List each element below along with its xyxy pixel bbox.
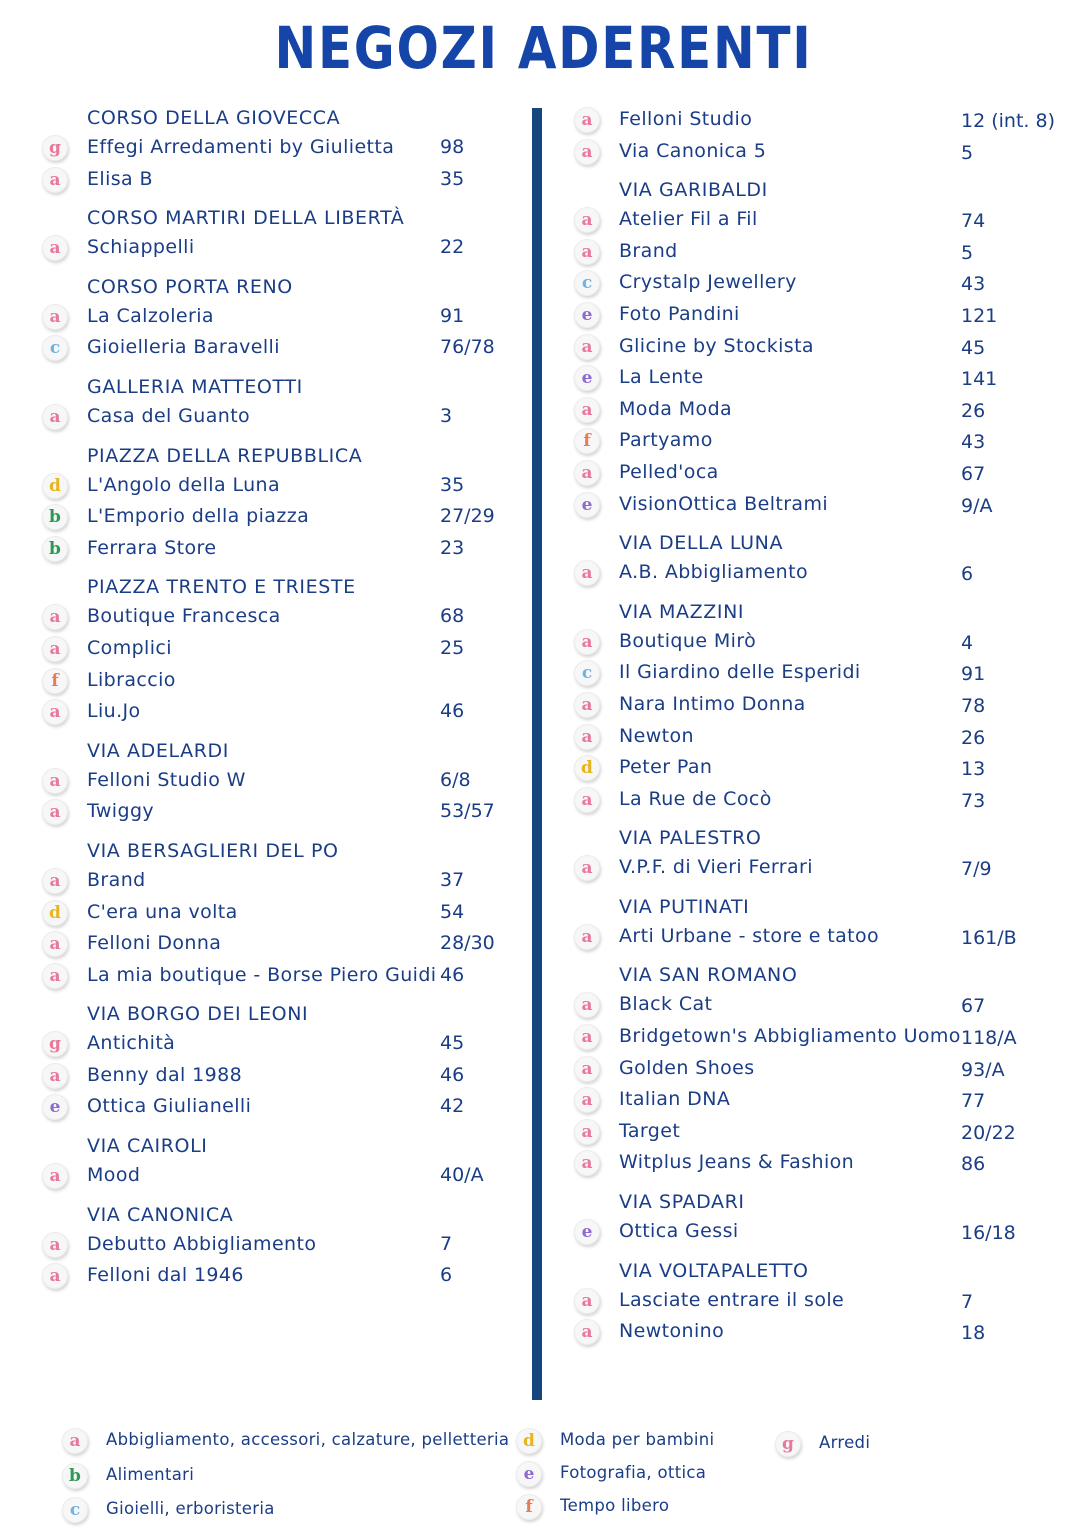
shop-row (574, 1053, 1074, 1085)
street-number: 76/78 (440, 336, 495, 359)
shop-name: La Lente (619, 366, 704, 389)
category-a-icon: a (42, 167, 68, 193)
category-a-icon: a (574, 629, 600, 655)
category-a-icon: a (574, 992, 600, 1018)
shop-row (42, 1091, 512, 1123)
street-number: 68 (440, 605, 465, 628)
street-number: 93/A (961, 1058, 1005, 1081)
shop-row (574, 657, 1074, 689)
shop-row (574, 689, 1074, 721)
shop-row (42, 897, 512, 929)
shop-row (574, 1316, 1074, 1348)
street-section (574, 893, 1074, 953)
category-a-icon: a (574, 1288, 600, 1314)
shop-name: Debutto Abbigliamento (87, 1232, 317, 1255)
shop-row (574, 721, 1074, 753)
street-section (574, 824, 1074, 884)
street-section (42, 1201, 512, 1292)
category-a-icon: a (42, 1232, 68, 1258)
street-number: 6/8 (440, 768, 471, 791)
shop-name: C'era una volta (87, 900, 238, 923)
category-a-icon: a (574, 107, 600, 133)
street-heading: CORSO MARTIRI DELLA LIBERTÀ (87, 207, 405, 230)
street-number: 3 (440, 404, 453, 427)
street-number: 5 (961, 141, 974, 164)
street-section (42, 1132, 512, 1192)
page-title: NEGOZI ADERENTI (274, 14, 813, 82)
street-section (574, 598, 1074, 816)
street-number: 46 (440, 1063, 465, 1086)
shop-row (574, 136, 1074, 168)
street-number: 18 (961, 1322, 986, 1345)
street-heading: VIA BERSAGLIERI DEL PO (87, 839, 339, 862)
street-number: 35 (440, 473, 465, 496)
shop-name: La Rue de Cocò (619, 787, 772, 810)
shop-name: Arti Urbane - store e tatoo (619, 924, 880, 947)
shop-name: Felloni Donna (87, 932, 222, 955)
category-a-icon: a (574, 334, 600, 360)
street-section (42, 273, 512, 364)
street-heading: VIA MAZZINI (619, 600, 745, 623)
category-a-icon: a (42, 1163, 68, 1189)
street-number: 45 (440, 1032, 465, 1055)
shop-name: Felloni dal 1946 (87, 1264, 244, 1287)
shop-name: Nara Intimo Donna (619, 692, 806, 715)
category-c-icon: c (42, 335, 68, 361)
shop-row (42, 665, 512, 697)
shop-name: Felloni Studio W (87, 768, 246, 791)
shop-name: Black Cat (619, 993, 713, 1016)
shop-row (42, 232, 512, 264)
street-number: 13 (961, 758, 986, 781)
category-e-icon: e (574, 365, 600, 391)
shop-name: Target (619, 1119, 681, 1142)
shop-row (42, 332, 512, 364)
street-number: 28/30 (440, 932, 495, 955)
street-number: 86 (961, 1153, 986, 1176)
legend-label: Arredi (819, 1433, 871, 1452)
shop-name: Boutique Francesca (87, 605, 281, 628)
street-number: 12 (int. 8) (961, 110, 1055, 132)
category-e-icon: e (574, 1219, 600, 1245)
shop-name: Crystalp Jewellery (619, 271, 797, 294)
shop-name: Schiappelli (87, 236, 195, 259)
shop-name: Benny dal 1988 (87, 1063, 243, 1086)
shop-row (42, 470, 512, 502)
shop-row (574, 1285, 1074, 1317)
street-number: 26 (961, 726, 986, 749)
category-a-icon: a (42, 963, 68, 989)
street-number: 161/B (961, 926, 1017, 949)
street-number: 98 (440, 136, 465, 158)
shop-name: Ferrara Store (87, 536, 217, 559)
street-number: 9/A (961, 494, 993, 517)
street-number: 7/9 (961, 858, 992, 881)
category-a-icon: a (574, 1119, 600, 1145)
category-a-icon: a (574, 1150, 600, 1176)
shop-row (42, 164, 512, 196)
street-heading: VIA PUTINATI (619, 895, 750, 918)
street-number: 7 (440, 1232, 453, 1255)
street-number: 35 (440, 167, 465, 190)
legend-label: Moda per bambini (560, 1430, 715, 1449)
shop-row (574, 457, 1074, 489)
street-number: 91 (440, 304, 465, 327)
shop-name: Ottica Gessi (619, 1220, 739, 1243)
street-section (42, 737, 512, 828)
shop-row (42, 1160, 512, 1192)
street-heading: VIA CAIROLI (87, 1135, 208, 1158)
street-number: 42 (440, 1095, 465, 1118)
street-number: 4 (961, 631, 974, 654)
category-f-icon: f (574, 428, 600, 454)
street-number: 74 (961, 210, 986, 233)
category-a-icon: a (574, 924, 600, 950)
street-section (42, 837, 512, 991)
street-number: 77 (961, 1090, 986, 1113)
legend-label: Fotografia, ottica (560, 1463, 707, 1482)
shop-row (42, 765, 512, 797)
shop-name: Effegi Arredamenti by Giulietta (87, 136, 395, 158)
shop-row (574, 1116, 1074, 1148)
street-heading: GALLERIA MATTEOTTI (87, 375, 303, 398)
street-section (574, 104, 1074, 167)
street-number: 43 (961, 273, 986, 296)
category-a-icon: a (42, 604, 68, 630)
shop-name: Elisa B (87, 167, 153, 190)
street-heading: VIA GARIBALDI (619, 179, 768, 202)
shop-row (574, 852, 1074, 884)
street-heading: VIA SPADARI (619, 1191, 745, 1214)
category-a-icon: a (42, 699, 68, 725)
shop-name: Partyamo (619, 429, 713, 452)
category-a-icon: a (574, 787, 600, 813)
street-section (574, 1188, 1074, 1248)
street-number: 141 (961, 368, 998, 391)
category-e-icon: e (516, 1461, 542, 1487)
category-b-icon: b (42, 504, 68, 530)
legend-label: Abbigliamento, accessori, calzature, pelletteria (106, 1430, 510, 1449)
street-number: 73 (961, 789, 986, 812)
shop-name: Lasciate entrare il sole (619, 1288, 845, 1311)
category-a-icon: a (574, 855, 600, 881)
shop-row (42, 533, 512, 565)
shop-row (42, 696, 512, 728)
category-a-icon: a (574, 724, 600, 750)
shop-row (574, 921, 1074, 953)
category-f-icon: f (42, 668, 68, 694)
street-number: 118/A (961, 1027, 1017, 1050)
category-a-icon: a (42, 636, 68, 662)
street-heading: VIA CANONICA (87, 1203, 234, 1226)
column-divider (532, 108, 542, 1400)
category-a-icon: a (42, 768, 68, 794)
shop-row (42, 1028, 512, 1060)
street-heading: VIA SAN ROMANO (619, 964, 798, 987)
shop-name: L'Angolo della Luna (87, 473, 281, 496)
category-a-icon: a (62, 1428, 88, 1454)
street-heading: VIA ADELARDI (87, 739, 229, 762)
shop-name: L'Emporio della piazza (87, 505, 310, 528)
shop-name: Twiggy (87, 800, 155, 823)
shop-name: Witplus Jeans & Fashion (619, 1151, 855, 1174)
shop-row (42, 601, 512, 633)
shop-name: A.B. Abbigliamento (619, 561, 808, 584)
shop-name: Felloni Studio (619, 108, 753, 130)
street-number: 67 (961, 462, 986, 485)
shop-row (574, 331, 1074, 363)
street-section (42, 104, 512, 195)
shop-name: Ottica Giulianelli (87, 1095, 252, 1118)
shop-name: Brand (619, 239, 678, 262)
category-a-icon: a (42, 868, 68, 894)
category-a-icon: a (574, 1319, 600, 1345)
street-heading: VIA PALESTRO (619, 827, 762, 850)
category-g-icon: g (42, 135, 68, 161)
right-column (574, 104, 1074, 1357)
shop-row (42, 960, 512, 992)
legend-label: Tempo libero (560, 1496, 670, 1515)
shop-name: Brand (87, 868, 146, 891)
shop-row (574, 489, 1074, 521)
street-section (574, 529, 1074, 589)
shop-row (42, 1229, 512, 1261)
category-a-icon: a (42, 1263, 68, 1289)
shop-row (574, 236, 1074, 268)
category-d-icon: d (42, 473, 68, 499)
street-number: 6 (440, 1264, 453, 1287)
street-number: 6 (961, 563, 974, 586)
shop-row (42, 928, 512, 960)
street-number: 16/18 (961, 1222, 1016, 1245)
category-a-icon: a (574, 560, 600, 586)
shop-row (42, 501, 512, 533)
legend-label: Alimentari (106, 1465, 195, 1484)
street-number: 78 (961, 694, 986, 717)
shop-name: Atelier Fil a Fil (619, 208, 758, 231)
category-a-icon: a (42, 404, 68, 430)
shop-row (574, 362, 1074, 394)
shop-name: Casa del Guanto (87, 404, 251, 427)
street-number: 25 (440, 636, 465, 659)
street-section (42, 373, 512, 433)
shop-row (574, 989, 1074, 1021)
shop-row (42, 796, 512, 828)
street-section (574, 1257, 1074, 1348)
street-heading: CORSO PORTA RENO (87, 275, 293, 298)
street-section (42, 1000, 512, 1123)
street-heading: CORSO DELLA GIOVECCA (87, 107, 341, 129)
shop-row (42, 633, 512, 665)
category-e-icon: e (42, 1094, 68, 1120)
street-number: 91 (961, 663, 986, 686)
shop-name: V.P.F. di Vieri Ferrari (619, 856, 813, 879)
category-c-icon: c (574, 660, 600, 686)
category-a-icon: a (42, 235, 68, 261)
category-a-icon: a (574, 692, 600, 718)
category-a-icon: a (574, 239, 600, 265)
street-number: 5 (961, 241, 974, 264)
shop-name: Boutique Mirò (619, 629, 757, 652)
street-heading: PIAZZA TRENTO E TRIESTE (87, 576, 356, 599)
shop-name: Libraccio (87, 668, 176, 691)
shop-name: Bridgetown's Abbigliamento Uomo (619, 1025, 961, 1048)
shop-name: Peter Pan (619, 756, 713, 779)
shop-row (574, 557, 1074, 589)
street-number: 67 (961, 995, 986, 1018)
street-number: 27/29 (440, 505, 495, 528)
street-heading: VIA DELLA LUNA (619, 532, 784, 555)
category-c-icon: c (62, 1497, 88, 1523)
street-heading: PIAZZA DELLA REPUBBLICA (87, 444, 363, 467)
category-a-icon: a (574, 1056, 600, 1082)
street-heading: VIA VOLTAPALETTO (619, 1259, 809, 1282)
category-b-icon: b (42, 536, 68, 562)
shop-row (574, 1021, 1074, 1053)
category-g-icon: g (775, 1431, 801, 1457)
category-a-icon: a (574, 139, 600, 165)
category-e-icon: e (574, 302, 600, 328)
shop-row (574, 394, 1074, 426)
street-number: 43 (961, 431, 986, 454)
shop-name: Antichità (87, 1032, 176, 1055)
category-c-icon: c (574, 270, 600, 296)
shop-row (574, 104, 1074, 136)
legend-label: Gioielli, erboristeria (106, 1499, 275, 1518)
category-a-icon: a (574, 207, 600, 233)
shop-row (574, 1147, 1074, 1179)
shop-row (574, 204, 1074, 236)
shop-name: La Calzoleria (87, 304, 214, 327)
street-number: 23 (440, 536, 465, 559)
shop-name: Via Canonica 5 (619, 139, 767, 162)
shop-row (574, 1216, 1074, 1248)
shop-row (574, 267, 1074, 299)
category-a-icon: a (42, 931, 68, 957)
category-a-icon: a (42, 799, 68, 825)
street-section (574, 961, 1074, 1179)
category-b-icon: b (62, 1463, 88, 1489)
shop-row (42, 1060, 512, 1092)
shop-row (574, 626, 1074, 658)
category-e-icon: e (574, 492, 600, 518)
category-f-icon: f (516, 1494, 542, 1520)
category-a-icon: a (574, 1087, 600, 1113)
street-heading: VIA BORGO DEI LEONI (87, 1003, 309, 1026)
shop-name: Italian DNA (619, 1088, 731, 1111)
shop-row (42, 132, 512, 164)
street-section (42, 573, 512, 727)
category-a-icon: a (574, 1024, 600, 1050)
shop-name: VisionOttica Beltrami (619, 492, 829, 515)
shop-name: Liu.Jo (87, 700, 141, 723)
shop-name: Complici (87, 636, 172, 659)
category-a-icon: a (42, 1063, 68, 1089)
shop-row (574, 752, 1074, 784)
street-number: 40/A (440, 1164, 484, 1187)
category-d-icon: d (42, 900, 68, 926)
street-number: 22 (440, 236, 465, 259)
street-section (42, 442, 512, 565)
shop-row (574, 784, 1074, 816)
street-section (42, 204, 512, 264)
shop-name: Moda Moda (619, 397, 733, 420)
street-number: 121 (961, 304, 998, 327)
shop-row (42, 865, 512, 897)
street-section (574, 176, 1074, 520)
street-number: 53/57 (440, 800, 495, 823)
street-number: 46 (440, 963, 465, 986)
street-number: 45 (961, 336, 986, 359)
left-column (42, 104, 512, 1301)
shop-name: Newton (619, 724, 694, 747)
shop-row (42, 301, 512, 333)
shop-row (42, 401, 512, 433)
category-a-icon: a (42, 304, 68, 330)
shop-name: Glicine by Stockista (619, 334, 814, 357)
category-a-icon: a (574, 460, 600, 486)
shop-name: Il Giardino delle Esperidi (619, 661, 861, 684)
street-number: 46 (440, 700, 465, 723)
shop-name: Golden Shoes (619, 1056, 755, 1079)
street-number: 26 (961, 399, 986, 422)
shop-name: Gioielleria Baravelli (87, 336, 280, 359)
shop-row (42, 1260, 512, 1292)
category-a-icon: a (574, 397, 600, 423)
category-d-icon: d (516, 1428, 542, 1454)
category-g-icon: g (42, 1031, 68, 1057)
shop-name: La mia boutique - Borse Piero Guidi (87, 963, 437, 986)
shop-row (574, 1084, 1074, 1116)
street-number: 37 (440, 868, 465, 891)
shop-name: Newtonino (619, 1320, 725, 1343)
street-number: 20/22 (961, 1121, 1016, 1144)
street-number: 54 (440, 900, 465, 923)
shop-row (574, 425, 1074, 457)
category-d-icon: d (574, 755, 600, 781)
shop-name: Mood (87, 1164, 141, 1187)
shop-row (574, 299, 1074, 331)
street-number: 7 (961, 1290, 974, 1313)
shop-name: Foto Pandini (619, 302, 740, 325)
shop-name: Pelled'oca (619, 460, 719, 483)
